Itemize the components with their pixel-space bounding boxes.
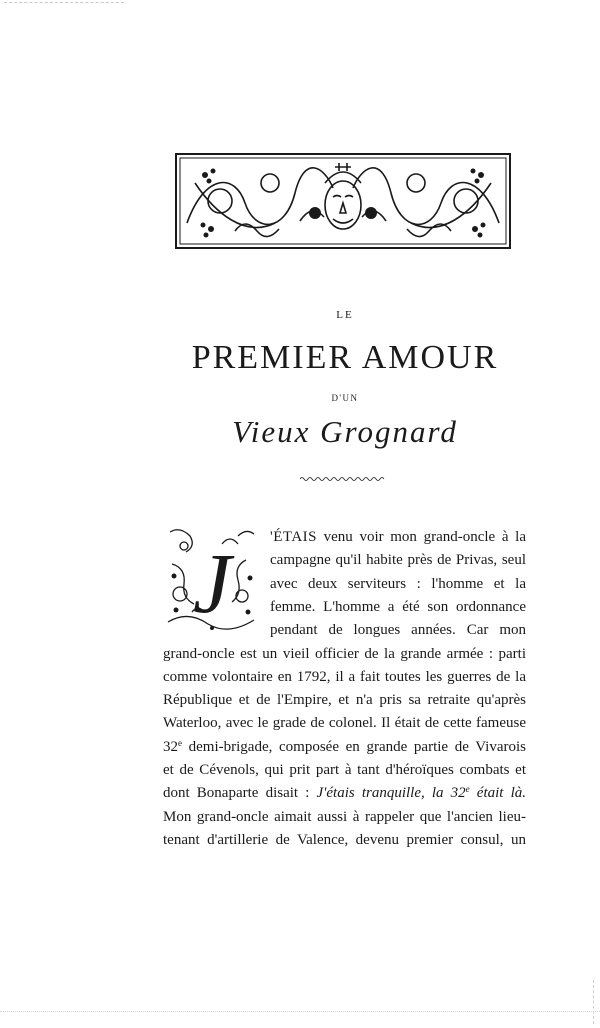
text-line: comme volontaire en 1792, il a fait toutes les guerres de la <box>163 668 526 685</box>
header-ornament-icon <box>175 153 511 249</box>
wavy-divider-icon <box>300 475 386 483</box>
text-line: République et de l'Empire, et n'a pris sa retraite qu'après <box>163 692 526 709</box>
title-le: LE <box>336 309 354 321</box>
bottom-edge-mark <box>0 1011 600 1020</box>
text-line: avec deux serviteurs : l'homme et la <box>270 575 526 592</box>
text-line: 'ÉTAIS venu voir mon grand-oncle à la <box>270 529 526 545</box>
text-line: pendant de longues années. Car mon <box>270 622 526 639</box>
text-line: grand-oncle est un vieil officier de la grande armée : parti <box>163 645 526 662</box>
right-edge-mark <box>593 980 596 1024</box>
text-line: femme. L'homme a été son ordonnance <box>270 598 526 615</box>
page-subtitle: Vieux Grognard <box>232 414 458 449</box>
text-line: campagne qu'il habite près de Privas, seul <box>270 552 526 569</box>
text-line: Waterloo, avec le grade de colonel. Il était de cette fameuse <box>163 715 526 732</box>
text-line: Mon grand-oncle aimait aussi à rappeler que l'ancien lieu- <box>163 808 526 825</box>
text-line: et de Cévenols, qui prit part à tant d'héroïques combats et <box>163 762 526 778</box>
top-edge-mark <box>0 0 130 6</box>
page-title: PREMIER AMOUR <box>191 339 499 376</box>
dropcap-letter: J <box>192 535 232 631</box>
title-dun: D'UN <box>331 393 359 403</box>
text-line: tenant d'artillerie de Valence, devenu premier consul, un <box>163 831 526 848</box>
floral-initial-icon <box>162 524 262 636</box>
text-line: dont Bonaparte disait : J'étais tranquille, la 32e était là. <box>163 784 527 802</box>
text-line: 32e demi-brigade, composée en grande partie de Vivarois <box>163 737 526 755</box>
dropcap-initial <box>162 524 262 636</box>
